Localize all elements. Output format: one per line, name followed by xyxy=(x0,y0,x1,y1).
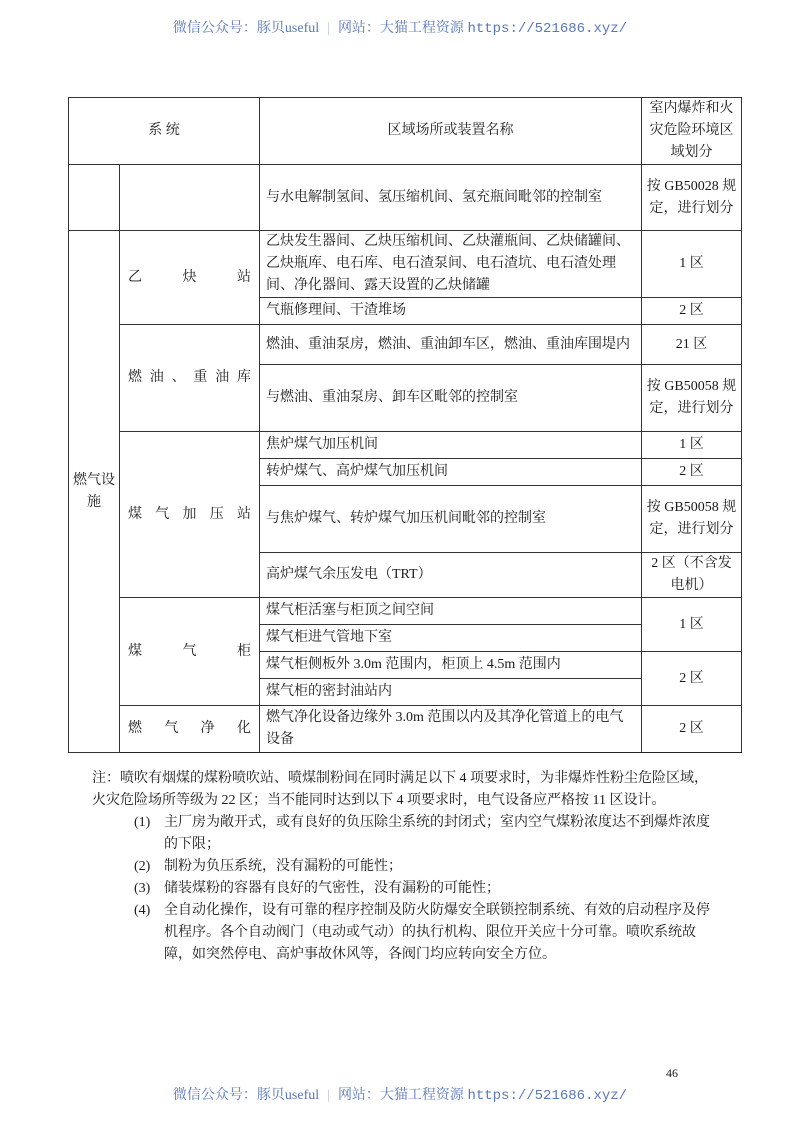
note-item-number: (3) xyxy=(134,881,151,896)
area-cell: 焦炉煤气加压机间 xyxy=(260,432,642,459)
division-cell: 21 区 xyxy=(642,325,742,365)
system-acetylene: 乙炔站 xyxy=(120,231,260,325)
division-cell: 按 GB50028 规定，进行划分 xyxy=(642,165,742,231)
area-cell: 燃油、重油泵房，燃油、重油卸车区，燃油、重油库围堤内 xyxy=(260,325,642,365)
system-purify: 燃气净化 xyxy=(120,706,260,753)
watermark-footer: 微信公众号：豚贝useful | 网站：大猫工程资源 https://521686.xyz/ xyxy=(172,1088,628,1104)
page-number: 46 xyxy=(666,1066,678,1080)
header-division: 室内爆炸和火灾危险环境区域划分 xyxy=(642,98,742,165)
empty-cell xyxy=(120,165,260,231)
note-intro: 注：喷吹有烟煤的煤粉喷吹站、喷煤制粉间在同时满足以下 4 项要求时，为非爆炸性粉尘危险区域，火灾危险场所等级为 22 区；当不能同时达到以下 4 项要求时，电气设备应严格按 11 区设计。 xyxy=(92,771,708,808)
watermark-url[interactable]: https://521686.xyz/ xyxy=(467,1088,628,1104)
area-cell: 与焦炉煤气、转炉煤气加压机间毗邻的控制室 xyxy=(260,486,642,553)
note-item-number: (1) xyxy=(134,815,151,830)
group-cell: 燃气设施 xyxy=(69,231,120,753)
division-cell: 2 区 xyxy=(642,652,742,706)
note-item xyxy=(92,812,716,856)
division-cell: 1 区 xyxy=(642,432,742,459)
table-row xyxy=(69,432,742,459)
note-item-number: (2) xyxy=(134,859,151,874)
system-booster: 煤气加压站 xyxy=(120,432,260,598)
watermark-url[interactable]: https://521686.xyz/ xyxy=(467,21,628,37)
watermark-wechat: 微信公众号：豚贝useful xyxy=(172,21,320,36)
division-cell: 按 GB50058 规定，进行划分 xyxy=(642,365,742,432)
division-cell: 2 区 xyxy=(642,298,742,325)
division-cell: 2 区 xyxy=(642,706,742,753)
division-cell: 1 区 xyxy=(642,598,742,652)
area-cell: 转炉煤气、高炉煤气加压机间 xyxy=(260,459,642,486)
division-cell: 1 区 xyxy=(642,231,742,298)
watermark-site: 网站：大猫工程资源 xyxy=(337,21,464,36)
area-cell: 煤气柜进气管地下室 xyxy=(260,625,642,652)
system-holder: 煤气柜 xyxy=(120,598,260,706)
area-cell: 与水电解制氢间、氢压缩机间、氢充瓶间毗邻的控制室 xyxy=(260,165,642,231)
table-row xyxy=(69,706,742,753)
watermark-site: 网站：大猫工程资源 xyxy=(337,1088,464,1103)
area-cell: 与燃油、重油泵房、卸车区毗邻的控制室 xyxy=(260,365,642,432)
table-row xyxy=(69,231,742,298)
table-row xyxy=(69,325,742,365)
note-item-text: 全自动化操作，设有可靠的程序控制及防火防爆安全联锁控制系统、有效的启动程序及停机程序。各个自动阀门（电动或气动）的执行机构、限位开关应十分可靠。喷吹系统故障，如突然停电、高炉事故休风等，各阀门均应转向安全方位。 xyxy=(164,903,710,962)
table-header-row xyxy=(69,98,742,165)
area-cell: 燃气净化设备边缘外 3.0m 范围以内及其净化管道上的电气设备 xyxy=(260,706,642,753)
note-item-text: 制粉为负压系统，没有漏粉的可能性； xyxy=(164,859,402,874)
note-item-text: 储装煤粉的容器有良好的气密性，没有漏粉的可能性； xyxy=(164,881,500,896)
division-cell: 2 区 xyxy=(642,459,742,486)
watermark-wechat: 微信公众号：豚贝useful xyxy=(172,1088,320,1103)
notes-section xyxy=(92,768,716,966)
area-cell: 乙炔发生器间、乙炔压缩机间、乙炔灌瓶间、乙炔储罐间、乙炔瓶库、电石库、电石渣泵间、电石渣坑、电石渣处理间、净化器间、露天设置的乙炔储罐 xyxy=(260,231,642,298)
note-item-number: (4) xyxy=(134,903,151,918)
watermark-header: 微信公众号：豚贝useful | 网站：大猫工程资源 https://521686.xyz/ xyxy=(172,21,628,37)
area-cell: 煤气柜的密封油站内 xyxy=(260,679,642,706)
hazard-zone-table xyxy=(68,97,742,753)
division-cell: 2 区（不含发电机） xyxy=(642,553,742,598)
header-area: 区域场所或装置名称 xyxy=(260,98,642,165)
note-item xyxy=(92,856,716,878)
area-cell: 高炉煤气余压发电（TRT） xyxy=(260,553,642,598)
area-cell: 煤气柜侧板外 3.0m 范围内，柜顶上 4.5m 范围内 xyxy=(260,652,642,679)
header-system: 系 统 xyxy=(69,98,260,165)
table-row xyxy=(69,598,742,625)
area-cell: 煤气柜活塞与柜顶之间空间 xyxy=(260,598,642,625)
note-item xyxy=(92,878,716,900)
area-cell: 气瓶修理间、干渣堆场 xyxy=(260,298,642,325)
note-item-text: 主厂房为敞开式，或有良好的负压除尘系统的封闭式；室内空气煤粉浓度达不到爆炸浓度的下限； xyxy=(164,815,710,852)
empty-cell xyxy=(69,165,120,231)
division-cell: 按 GB50058 规定，进行划分 xyxy=(642,486,742,553)
system-oil: 燃油、重油库 xyxy=(120,325,260,432)
table-row xyxy=(69,165,742,231)
note-item xyxy=(92,900,716,966)
